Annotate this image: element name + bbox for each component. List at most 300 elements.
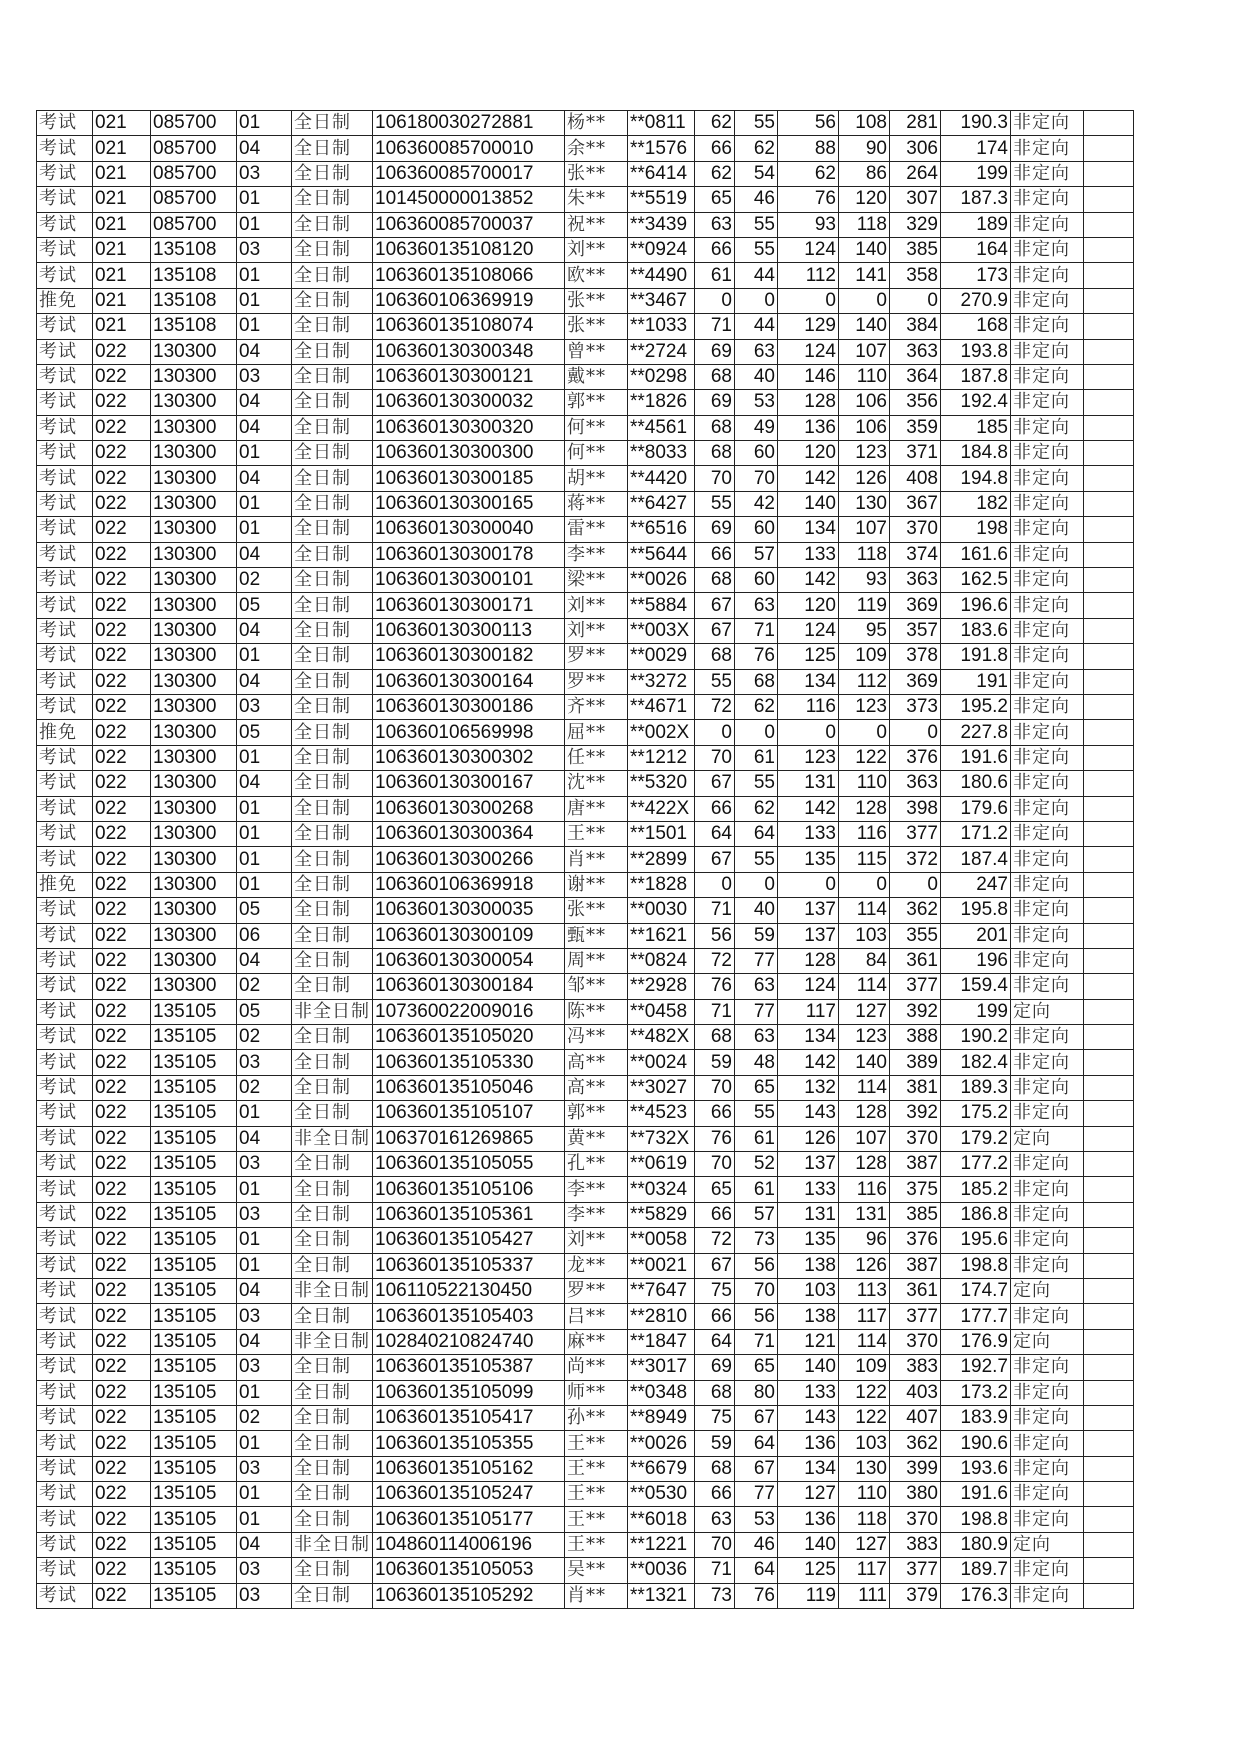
direction-cell: 03 bbox=[237, 1152, 292, 1177]
language-score-cell: 52 bbox=[735, 1152, 778, 1177]
exam-id-cell: 101450000013852 bbox=[373, 187, 565, 212]
exam-id-cell: 106110522130450 bbox=[373, 1278, 565, 1303]
politics-score-cell: 69 bbox=[695, 517, 735, 542]
language-score-cell: 63 bbox=[735, 1025, 778, 1050]
note-cell bbox=[1084, 1304, 1134, 1329]
name-cell: 张** bbox=[565, 288, 628, 313]
study-mode-cell: 全日制 bbox=[292, 491, 373, 516]
total-score-cell: 370 bbox=[890, 1329, 941, 1354]
major-code-cell: 130300 bbox=[151, 593, 237, 618]
subject2-score-cell: 126 bbox=[839, 466, 890, 491]
language-score-cell: 64 bbox=[735, 1558, 778, 1583]
retest-score-cell: 191.8 bbox=[941, 644, 1011, 669]
dept-cell: 022 bbox=[93, 1405, 151, 1430]
language-score-cell: 0 bbox=[735, 288, 778, 313]
exam-id-cell: 106370161269865 bbox=[373, 1126, 565, 1151]
name-cell: 余** bbox=[565, 136, 628, 161]
table-row bbox=[37, 288, 1134, 313]
dept-cell: 022 bbox=[93, 948, 151, 973]
table-row bbox=[37, 898, 1134, 923]
study-mode-cell: 全日制 bbox=[292, 136, 373, 161]
exam-id-cell: 106360135105055 bbox=[373, 1152, 565, 1177]
exam-id-cell: 106360130300040 bbox=[373, 517, 565, 542]
name-cell: 高** bbox=[565, 1050, 628, 1075]
language-score-cell: 76 bbox=[735, 1583, 778, 1608]
name-cell: 冯** bbox=[565, 1025, 628, 1050]
note-cell bbox=[1084, 161, 1134, 186]
exam-id-cell: 106360135105020 bbox=[373, 1025, 565, 1050]
direction-cell: 04 bbox=[237, 466, 292, 491]
id-suffix-cell: **4671 bbox=[628, 694, 695, 719]
politics-score-cell: 68 bbox=[695, 1380, 735, 1405]
name-cell: 沈** bbox=[565, 771, 628, 796]
dept-cell: 022 bbox=[93, 1025, 151, 1050]
type-cell: 考试 bbox=[37, 263, 93, 288]
retest-score-cell: 159.4 bbox=[941, 974, 1011, 999]
subject2-score-cell: 118 bbox=[839, 212, 890, 237]
exam-id-cell: 106360135105427 bbox=[373, 1228, 565, 1253]
major-code-cell: 135105 bbox=[151, 1507, 237, 1532]
table-row bbox=[37, 161, 1134, 186]
orientation-cell: 非定向 bbox=[1011, 263, 1084, 288]
retest-score-cell: 198.8 bbox=[941, 1507, 1011, 1532]
type-cell: 考试 bbox=[37, 1405, 93, 1430]
id-suffix-cell: **8949 bbox=[628, 1405, 695, 1430]
type-cell: 考试 bbox=[37, 1558, 93, 1583]
direction-cell: 03 bbox=[237, 237, 292, 262]
total-score-cell: 0 bbox=[890, 288, 941, 313]
table-row bbox=[37, 1126, 1134, 1151]
table-row bbox=[37, 669, 1134, 694]
note-cell bbox=[1084, 237, 1134, 262]
name-cell: 孙** bbox=[565, 1405, 628, 1430]
name-cell: 李** bbox=[565, 542, 628, 567]
id-suffix-cell: **732X bbox=[628, 1126, 695, 1151]
table-row bbox=[37, 187, 1134, 212]
direction-cell: 01 bbox=[237, 1507, 292, 1532]
note-cell bbox=[1084, 136, 1134, 161]
exam-id-cell: 106360130300167 bbox=[373, 771, 565, 796]
table-row bbox=[37, 542, 1134, 567]
direction-cell: 02 bbox=[237, 974, 292, 999]
type-cell: 考试 bbox=[37, 1025, 93, 1050]
id-suffix-cell: **0026 bbox=[628, 568, 695, 593]
dept-cell: 022 bbox=[93, 1507, 151, 1532]
direction-cell: 03 bbox=[237, 694, 292, 719]
direction-cell: 01 bbox=[237, 1431, 292, 1456]
table-row bbox=[37, 364, 1134, 389]
table-row bbox=[37, 517, 1134, 542]
retest-score-cell: 195.6 bbox=[941, 1228, 1011, 1253]
subject1-score-cell: 88 bbox=[778, 136, 839, 161]
total-score-cell: 373 bbox=[890, 694, 941, 719]
type-cell: 考试 bbox=[37, 1278, 93, 1303]
table-row bbox=[37, 694, 1134, 719]
subject2-score-cell: 123 bbox=[839, 694, 890, 719]
subject2-score-cell: 93 bbox=[839, 568, 890, 593]
total-score-cell: 355 bbox=[890, 923, 941, 948]
politics-score-cell: 63 bbox=[695, 212, 735, 237]
note-cell bbox=[1084, 339, 1134, 364]
type-cell: 考试 bbox=[37, 1532, 93, 1557]
exam-id-cell: 106360135108074 bbox=[373, 314, 565, 339]
note-cell bbox=[1084, 1278, 1134, 1303]
type-cell: 考试 bbox=[37, 1228, 93, 1253]
study-mode-cell: 全日制 bbox=[292, 1177, 373, 1202]
exam-id-cell: 106360130300320 bbox=[373, 415, 565, 440]
note-cell bbox=[1084, 1456, 1134, 1481]
orientation-cell: 非定向 bbox=[1011, 364, 1084, 389]
subject1-score-cell: 125 bbox=[778, 644, 839, 669]
retest-score-cell: 187.8 bbox=[941, 364, 1011, 389]
subject1-score-cell: 142 bbox=[778, 1050, 839, 1075]
subject1-score-cell: 129 bbox=[778, 314, 839, 339]
dept-cell: 022 bbox=[93, 1278, 151, 1303]
language-score-cell: 62 bbox=[735, 694, 778, 719]
id-suffix-cell: **3467 bbox=[628, 288, 695, 313]
orientation-cell: 非定向 bbox=[1011, 1152, 1084, 1177]
major-code-cell: 135105 bbox=[151, 1431, 237, 1456]
subject2-score-cell: 116 bbox=[839, 1177, 890, 1202]
major-code-cell: 135105 bbox=[151, 1050, 237, 1075]
exam-id-cell: 106360130300178 bbox=[373, 542, 565, 567]
language-score-cell: 80 bbox=[735, 1380, 778, 1405]
study-mode-cell: 全日制 bbox=[292, 948, 373, 973]
subject1-score-cell: 134 bbox=[778, 1025, 839, 1050]
orientation-cell: 非定向 bbox=[1011, 314, 1084, 339]
language-score-cell: 60 bbox=[735, 568, 778, 593]
name-cell: 张** bbox=[565, 161, 628, 186]
total-score-cell: 376 bbox=[890, 745, 941, 770]
subject2-score-cell: 130 bbox=[839, 491, 890, 516]
orientation-cell: 非定向 bbox=[1011, 1101, 1084, 1126]
table-row bbox=[37, 1278, 1134, 1303]
type-cell: 考试 bbox=[37, 821, 93, 846]
major-code-cell: 135108 bbox=[151, 237, 237, 262]
study-mode-cell: 全日制 bbox=[292, 720, 373, 745]
orientation-cell: 非定向 bbox=[1011, 872, 1084, 897]
dept-cell: 021 bbox=[93, 212, 151, 237]
study-mode-cell: 全日制 bbox=[292, 568, 373, 593]
subject1-score-cell: 140 bbox=[778, 1355, 839, 1380]
direction-cell: 03 bbox=[237, 1355, 292, 1380]
retest-score-cell: 187.4 bbox=[941, 847, 1011, 872]
note-cell bbox=[1084, 1583, 1134, 1608]
table-row bbox=[37, 441, 1134, 466]
subject1-score-cell: 140 bbox=[778, 491, 839, 516]
dept-cell: 022 bbox=[93, 390, 151, 415]
orientation-cell: 非定向 bbox=[1011, 466, 1084, 491]
subject1-score-cell: 142 bbox=[778, 466, 839, 491]
politics-score-cell: 59 bbox=[695, 1431, 735, 1456]
type-cell: 考试 bbox=[37, 1355, 93, 1380]
exam-id-cell: 106360130300184 bbox=[373, 974, 565, 999]
direction-cell: 03 bbox=[237, 1050, 292, 1075]
retest-score-cell: 192.4 bbox=[941, 390, 1011, 415]
name-cell: 龙** bbox=[565, 1253, 628, 1278]
retest-score-cell: 177.7 bbox=[941, 1304, 1011, 1329]
total-score-cell: 392 bbox=[890, 1101, 941, 1126]
type-cell: 考试 bbox=[37, 847, 93, 872]
direction-cell: 03 bbox=[237, 1304, 292, 1329]
language-score-cell: 0 bbox=[735, 872, 778, 897]
direction-cell: 01 bbox=[237, 745, 292, 770]
note-cell bbox=[1084, 187, 1134, 212]
subject1-score-cell: 103 bbox=[778, 1278, 839, 1303]
type-cell: 考试 bbox=[37, 1050, 93, 1075]
orientation-cell: 非定向 bbox=[1011, 1583, 1084, 1608]
subject2-score-cell: 118 bbox=[839, 542, 890, 567]
type-cell: 考试 bbox=[37, 694, 93, 719]
dept-cell: 021 bbox=[93, 237, 151, 262]
politics-score-cell: 0 bbox=[695, 720, 735, 745]
study-mode-cell: 全日制 bbox=[292, 1431, 373, 1456]
exam-id-cell: 107360022009016 bbox=[373, 999, 565, 1024]
politics-score-cell: 66 bbox=[695, 1482, 735, 1507]
direction-cell: 01 bbox=[237, 872, 292, 897]
direction-cell: 03 bbox=[237, 161, 292, 186]
subject2-score-cell: 128 bbox=[839, 1101, 890, 1126]
id-suffix-cell: **0024 bbox=[628, 1050, 695, 1075]
note-cell bbox=[1084, 872, 1134, 897]
exam-id-cell: 106360130300165 bbox=[373, 491, 565, 516]
orientation-cell: 非定向 bbox=[1011, 1380, 1084, 1405]
name-cell: 邹** bbox=[565, 974, 628, 999]
direction-cell: 04 bbox=[237, 618, 292, 643]
politics-score-cell: 64 bbox=[695, 1329, 735, 1354]
dept-cell: 022 bbox=[93, 1380, 151, 1405]
study-mode-cell: 全日制 bbox=[292, 847, 373, 872]
study-mode-cell: 全日制 bbox=[292, 288, 373, 313]
major-code-cell: 130300 bbox=[151, 339, 237, 364]
orientation-cell: 非定向 bbox=[1011, 237, 1084, 262]
total-score-cell: 359 bbox=[890, 415, 941, 440]
orientation-cell: 定向 bbox=[1011, 1278, 1084, 1303]
note-cell bbox=[1084, 1355, 1134, 1380]
dept-cell: 022 bbox=[93, 1101, 151, 1126]
orientation-cell: 定向 bbox=[1011, 999, 1084, 1024]
direction-cell: 03 bbox=[237, 1456, 292, 1481]
language-score-cell: 61 bbox=[735, 745, 778, 770]
study-mode-cell: 非全日制 bbox=[292, 1329, 373, 1354]
orientation-cell: 非定向 bbox=[1011, 415, 1084, 440]
exam-id-cell: 106360106569998 bbox=[373, 720, 565, 745]
table-row bbox=[37, 1456, 1134, 1481]
table-row bbox=[37, 237, 1134, 262]
retest-score-cell: 174.7 bbox=[941, 1278, 1011, 1303]
retest-score-cell: 186.8 bbox=[941, 1202, 1011, 1227]
id-suffix-cell: **1828 bbox=[628, 872, 695, 897]
language-score-cell: 44 bbox=[735, 314, 778, 339]
id-suffix-cell: **0619 bbox=[628, 1152, 695, 1177]
orientation-cell: 非定向 bbox=[1011, 847, 1084, 872]
language-score-cell: 64 bbox=[735, 821, 778, 846]
exam-id-cell: 106360135105247 bbox=[373, 1482, 565, 1507]
language-score-cell: 65 bbox=[735, 1075, 778, 1100]
retest-score-cell: 201 bbox=[941, 923, 1011, 948]
major-code-cell: 135105 bbox=[151, 1482, 237, 1507]
subject2-score-cell: 114 bbox=[839, 1329, 890, 1354]
subject1-score-cell: 0 bbox=[778, 288, 839, 313]
type-cell: 考试 bbox=[37, 1126, 93, 1151]
retest-score-cell: 183.9 bbox=[941, 1405, 1011, 1430]
exam-id-cell: 106360135105292 bbox=[373, 1583, 565, 1608]
retest-score-cell: 227.8 bbox=[941, 720, 1011, 745]
total-score-cell: 385 bbox=[890, 1202, 941, 1227]
table-row bbox=[37, 1380, 1134, 1405]
politics-score-cell: 61 bbox=[695, 263, 735, 288]
subject1-score-cell: 124 bbox=[778, 339, 839, 364]
total-score-cell: 329 bbox=[890, 212, 941, 237]
orientation-cell: 非定向 bbox=[1011, 1456, 1084, 1481]
note-cell bbox=[1084, 1025, 1134, 1050]
study-mode-cell: 全日制 bbox=[292, 1583, 373, 1608]
politics-score-cell: 56 bbox=[695, 923, 735, 948]
orientation-cell: 非定向 bbox=[1011, 339, 1084, 364]
study-mode-cell: 全日制 bbox=[292, 694, 373, 719]
type-cell: 考试 bbox=[37, 948, 93, 973]
id-suffix-cell: **5320 bbox=[628, 771, 695, 796]
note-cell bbox=[1084, 999, 1134, 1024]
exam-id-cell: 106360135105053 bbox=[373, 1558, 565, 1583]
name-cell: 郭** bbox=[565, 1101, 628, 1126]
name-cell: 欧** bbox=[565, 263, 628, 288]
direction-cell: 03 bbox=[237, 1583, 292, 1608]
table-row bbox=[37, 1152, 1134, 1177]
major-code-cell: 085700 bbox=[151, 136, 237, 161]
subject2-score-cell: 107 bbox=[839, 1126, 890, 1151]
direction-cell: 01 bbox=[237, 644, 292, 669]
study-mode-cell: 非全日制 bbox=[292, 1532, 373, 1557]
table-row bbox=[37, 1101, 1134, 1126]
note-cell bbox=[1084, 923, 1134, 948]
language-score-cell: 71 bbox=[735, 618, 778, 643]
total-score-cell: 0 bbox=[890, 872, 941, 897]
major-code-cell: 130300 bbox=[151, 644, 237, 669]
direction-cell: 04 bbox=[237, 136, 292, 161]
politics-score-cell: 66 bbox=[695, 542, 735, 567]
subject2-score-cell: 118 bbox=[839, 1507, 890, 1532]
orientation-cell: 非定向 bbox=[1011, 974, 1084, 999]
id-suffix-cell: **1847 bbox=[628, 1329, 695, 1354]
politics-score-cell: 55 bbox=[695, 491, 735, 516]
dept-cell: 022 bbox=[93, 441, 151, 466]
id-suffix-cell: **4561 bbox=[628, 415, 695, 440]
note-cell bbox=[1084, 1050, 1134, 1075]
language-score-cell: 62 bbox=[735, 136, 778, 161]
dept-cell: 022 bbox=[93, 1304, 151, 1329]
orientation-cell: 非定向 bbox=[1011, 288, 1084, 313]
politics-score-cell: 71 bbox=[695, 999, 735, 1024]
politics-score-cell: 59 bbox=[695, 1050, 735, 1075]
direction-cell: 06 bbox=[237, 923, 292, 948]
language-score-cell: 48 bbox=[735, 1050, 778, 1075]
politics-score-cell: 68 bbox=[695, 364, 735, 389]
name-cell: 齐** bbox=[565, 694, 628, 719]
subject1-score-cell: 143 bbox=[778, 1405, 839, 1430]
id-suffix-cell: **6516 bbox=[628, 517, 695, 542]
language-score-cell: 67 bbox=[735, 1405, 778, 1430]
table-row bbox=[37, 415, 1134, 440]
name-cell: 王** bbox=[565, 1456, 628, 1481]
type-cell: 考试 bbox=[37, 1152, 93, 1177]
table-row bbox=[37, 314, 1134, 339]
orientation-cell: 非定向 bbox=[1011, 669, 1084, 694]
name-cell: 何** bbox=[565, 415, 628, 440]
study-mode-cell: 全日制 bbox=[292, 1050, 373, 1075]
politics-score-cell: 63 bbox=[695, 1507, 735, 1532]
language-score-cell: 57 bbox=[735, 1202, 778, 1227]
type-cell: 考试 bbox=[37, 974, 93, 999]
exam-id-cell: 102840210824740 bbox=[373, 1329, 565, 1354]
language-score-cell: 63 bbox=[735, 974, 778, 999]
orientation-cell: 非定向 bbox=[1011, 517, 1084, 542]
dept-cell: 022 bbox=[93, 847, 151, 872]
table-row bbox=[37, 1075, 1134, 1100]
orientation-cell: 非定向 bbox=[1011, 1355, 1084, 1380]
name-cell: 梁** bbox=[565, 568, 628, 593]
orientation-cell: 非定向 bbox=[1011, 821, 1084, 846]
retest-score-cell: 199 bbox=[941, 999, 1011, 1024]
major-code-cell: 130300 bbox=[151, 872, 237, 897]
subject1-score-cell: 136 bbox=[778, 1507, 839, 1532]
name-cell: 罗** bbox=[565, 1278, 628, 1303]
retest-score-cell: 191.6 bbox=[941, 745, 1011, 770]
total-score-cell: 363 bbox=[890, 568, 941, 593]
language-score-cell: 0 bbox=[735, 720, 778, 745]
subject1-score-cell: 120 bbox=[778, 593, 839, 618]
note-cell bbox=[1084, 517, 1134, 542]
major-code-cell: 130300 bbox=[151, 745, 237, 770]
politics-score-cell: 71 bbox=[695, 314, 735, 339]
subject1-score-cell: 133 bbox=[778, 821, 839, 846]
id-suffix-cell: **0058 bbox=[628, 1228, 695, 1253]
orientation-cell: 非定向 bbox=[1011, 212, 1084, 237]
id-suffix-cell: **4490 bbox=[628, 263, 695, 288]
note-cell bbox=[1084, 1558, 1134, 1583]
orientation-cell: 非定向 bbox=[1011, 390, 1084, 415]
direction-cell: 04 bbox=[237, 669, 292, 694]
major-code-cell: 130300 bbox=[151, 441, 237, 466]
direction-cell: 01 bbox=[237, 1380, 292, 1405]
orientation-cell: 非定向 bbox=[1011, 1558, 1084, 1583]
id-suffix-cell: **0348 bbox=[628, 1380, 695, 1405]
language-score-cell: 55 bbox=[735, 212, 778, 237]
note-cell bbox=[1084, 1126, 1134, 1151]
politics-score-cell: 68 bbox=[695, 1456, 735, 1481]
language-score-cell: 44 bbox=[735, 263, 778, 288]
retest-score-cell: 184.8 bbox=[941, 441, 1011, 466]
table-row bbox=[37, 771, 1134, 796]
retest-score-cell: 175.2 bbox=[941, 1101, 1011, 1126]
type-cell: 考试 bbox=[37, 796, 93, 821]
major-code-cell: 130300 bbox=[151, 542, 237, 567]
subject1-score-cell: 133 bbox=[778, 1177, 839, 1202]
total-score-cell: 377 bbox=[890, 821, 941, 846]
retest-score-cell: 174 bbox=[941, 136, 1011, 161]
retest-score-cell: 199 bbox=[941, 161, 1011, 186]
total-score-cell: 403 bbox=[890, 1380, 941, 1405]
orientation-cell: 非定向 bbox=[1011, 1507, 1084, 1532]
study-mode-cell: 全日制 bbox=[292, 111, 373, 136]
retest-score-cell: 173.2 bbox=[941, 1380, 1011, 1405]
subject2-score-cell: 110 bbox=[839, 771, 890, 796]
language-score-cell: 56 bbox=[735, 1304, 778, 1329]
id-suffix-cell: **0030 bbox=[628, 898, 695, 923]
direction-cell: 04 bbox=[237, 1126, 292, 1151]
id-suffix-cell: **7647 bbox=[628, 1278, 695, 1303]
language-score-cell: 77 bbox=[735, 999, 778, 1024]
